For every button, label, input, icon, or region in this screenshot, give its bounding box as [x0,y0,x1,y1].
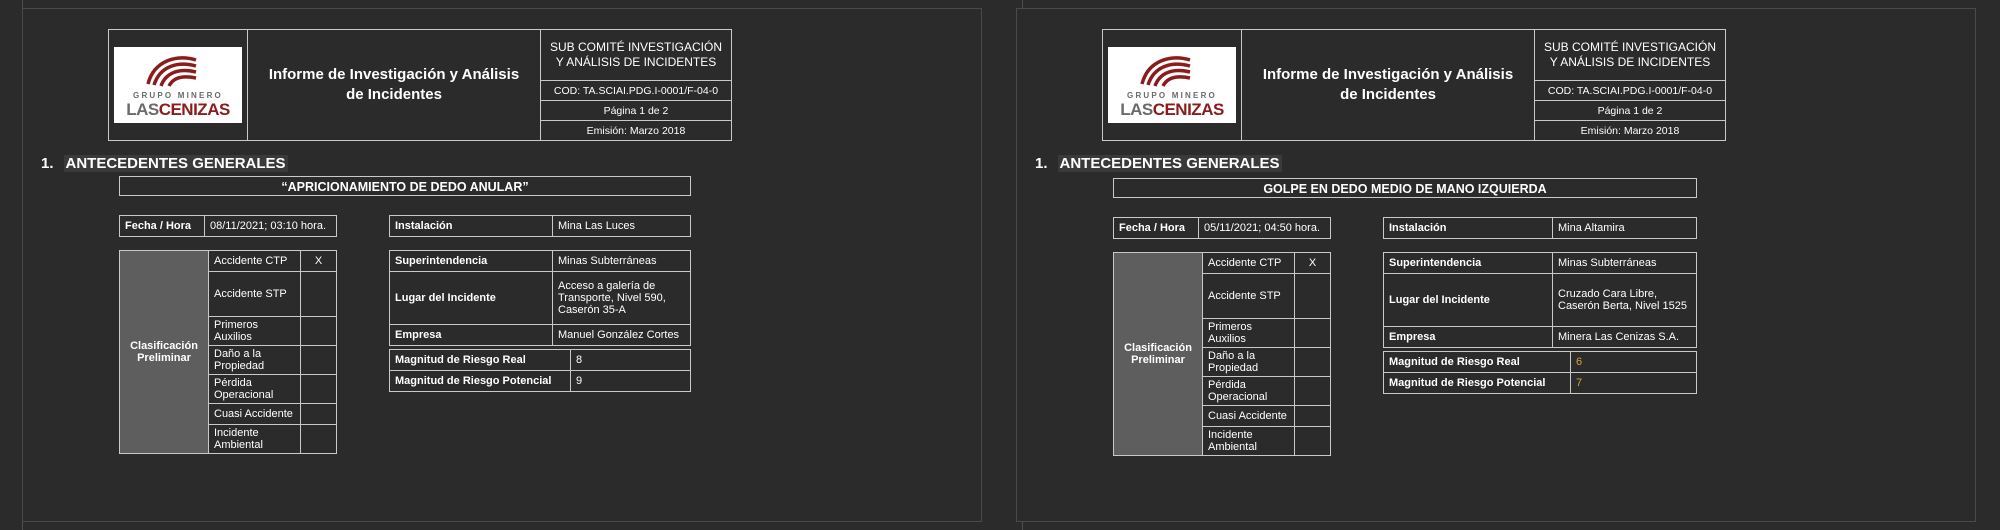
section-number: 1. [1035,155,1048,172]
superintendencia-value[interactable]: Minas Subterráneas [1553,253,1697,274]
section-title: ANTECEDENTES GENERALES [1059,155,1280,172]
logo-bottom-text-cenizas: CENIZAS [1152,100,1224,119]
clasificacion-row-mark[interactable] [1295,274,1331,319]
logo-top-text: GRUPO MINERO [133,91,223,100]
logo-top-text: GRUPO MINERO [1127,91,1217,100]
clasificacion-label: Clasificación Preliminar [1114,253,1203,456]
document-title: Informe de Investigación y Análisis de Incidentes [248,30,541,141]
page-canvas-left [22,8,982,522]
company-logo [1103,30,1242,141]
clasificacion-row-label: Daño a la Propiedad [1203,348,1295,377]
instalacion-table [1383,217,1697,239]
clasificacion-row-label: Accidente STP [209,272,301,317]
superintendencia-label: Superintendencia [390,251,553,272]
magnitud-real-label: Magnitud de Riesgo Real [1384,352,1571,373]
clasificacion-row-label: Cuasi Accidente [1203,406,1295,427]
empresa-value[interactable]: Minera Las Cenizas S.A. [1553,327,1697,348]
clasificacion-row-label: Pérdida Operacional [209,375,301,404]
clasificacion-row-label: Incidente Ambiental [1203,427,1295,456]
page-gutter-left [0,0,23,530]
incident-title-bar: “APRICIONAMIENTO DE DEDO ANULAR” [119,176,691,196]
clasificacion-row-mark[interactable] [1295,319,1331,348]
swirl-icon [144,54,206,88]
clasificacion-row-mark[interactable] [1295,406,1331,427]
incident-detail-table [1383,252,1697,348]
magnitud-potencial-value[interactable]: 7 [1571,373,1697,394]
clasificacion-row-mark[interactable] [301,375,337,404]
clasificacion-row-mark[interactable] [301,425,337,454]
instalacion-label: Instalación [390,216,553,237]
incident-detail-table [389,250,691,346]
lugar-value[interactable]: Acceso a galería de Transporte, Nivel 590, Caserón 35-A [553,272,691,325]
section-heading [1035,155,1282,172]
magnitud-potencial-label: Magnitud de Riesgo Potencial [1384,373,1571,394]
header-tick-mark [1694,100,1704,101]
clasificacion-row-label: Incidente Ambiental [209,425,301,454]
clasificacion-row-label: Daño a la Propiedad [209,346,301,375]
clasificacion-preliminar-table [119,250,337,454]
superintendencia-value[interactable]: Minas Subterráneas [553,251,691,272]
header-meta-cell [1535,101,1726,141]
superintendencia-label: Superintendencia [1384,253,1553,274]
clasificacion-row-label: Cuasi Accidente [209,404,301,425]
lugar-label: Lugar del Incidente [390,272,553,325]
instalacion-label: Instalación [1384,218,1553,239]
clasificacion-row-label: Accidente STP [1203,274,1295,319]
lugar-value[interactable]: Cruzado Cara Libre, Caserón Berta, Nivel 1525 [1553,274,1697,327]
instalacion-value[interactable]: Mina Altamira [1553,218,1697,239]
document-title: Informe de Investigación y Análisis de Incidentes [1242,30,1535,141]
page-number: Página 1 de 2 [541,101,731,121]
instalacion-table [389,215,691,237]
magnitud-riesgo-table [389,349,691,392]
logo-bottom-text-cenizas: CENIZAS [158,100,230,119]
logo-bottom-text [1108,100,1236,120]
page-canvas-right [1016,8,1976,522]
document-page-right [1000,0,2000,530]
clasificacion-preliminar-table [1113,252,1331,456]
empresa-label: Empresa [1384,327,1553,348]
clasificacion-row-mark[interactable] [301,346,337,375]
section-title: ANTECEDENTES GENERALES [65,155,286,172]
fecha-value[interactable]: 08/11/2021; 03:10 hora. [205,216,337,237]
document-code: COD: TA.SCIAI.PDG.I-0001/F-04-0 [541,81,732,101]
clasificacion-label: Clasificación Preliminar [120,251,209,454]
lugar-label: Lugar del Incidente [1384,274,1553,327]
magnitud-riesgo-table [1383,351,1697,394]
logo-bottom-text [114,100,242,120]
fecha-label: Fecha / Hora [120,216,205,237]
committee-name: SUB COMITÉ INVESTIGACIÓN Y ANÁLISIS DE INCIDENTES [541,30,732,81]
clasificacion-row-mark[interactable]: X [1295,253,1331,274]
fecha-hora-table [119,215,337,237]
clasificacion-row-mark[interactable] [1295,377,1331,406]
document-code: COD: TA.SCIAI.PDG.I-0001/F-04-0 [1535,81,1726,101]
magnitud-real-value[interactable]: 8 [571,350,691,371]
fecha-hora-table [1113,217,1331,239]
incident-title-bar: GOLPE EN DEDO MEDIO DE MANO IZQUIERDA [1113,178,1697,198]
swirl-icon [1138,54,1200,88]
magnitud-real-value[interactable]: 6 [1571,352,1697,373]
document-header-table [1102,29,1726,141]
clasificacion-row-mark[interactable] [301,404,337,425]
empresa-value[interactable]: Manuel González Cortes [553,325,691,346]
emission-date: Emisión: Marzo 2018 [586,124,686,137]
magnitud-potencial-label: Magnitud de Riesgo Potencial [390,371,571,392]
page-number: Página 1 de 2 [1535,101,1725,121]
magnitud-real-label: Magnitud de Riesgo Real [390,350,571,371]
header-meta-cell [541,101,732,141]
section-number: 1. [41,155,54,172]
clasificacion-row-mark[interactable] [301,317,337,346]
logo-bottom-text-las: LAS [126,100,159,119]
magnitud-potencial-value[interactable]: 9 [571,371,691,392]
clasificacion-row-mark[interactable] [1295,348,1331,377]
empresa-label: Empresa [390,325,553,346]
fecha-label: Fecha / Hora [1114,218,1199,239]
clasificacion-row-mark[interactable]: X [301,251,337,272]
clasificacion-row-label: Accidente CTP [1203,253,1295,274]
committee-name: SUB COMITÉ INVESTIGACIÓN Y ANÁLISIS DE INCIDENTES [1535,30,1726,81]
header-tick-mark [700,100,710,101]
clasificacion-row-mark[interactable] [1295,427,1331,456]
clasificacion-row-label: Accidente CTP [209,251,301,272]
instalacion-value[interactable]: Mina Las Luces [553,216,691,237]
document-header-table [108,29,732,141]
emission-date: Emisión: Marzo 2018 [1580,124,1680,137]
clasificacion-row-mark[interactable] [301,272,337,317]
logo-bottom-text-las: LAS [1120,100,1153,119]
company-logo [109,30,248,141]
clasificacion-row-label: Primeros Auxilios [1203,319,1295,348]
section-heading [41,155,288,172]
clasificacion-row-label: Pérdida Operacional [1203,377,1295,406]
clasificacion-row-label: Primeros Auxilios [209,317,301,346]
fecha-value[interactable]: 05/11/2021; 04:50 hora. [1199,218,1331,239]
